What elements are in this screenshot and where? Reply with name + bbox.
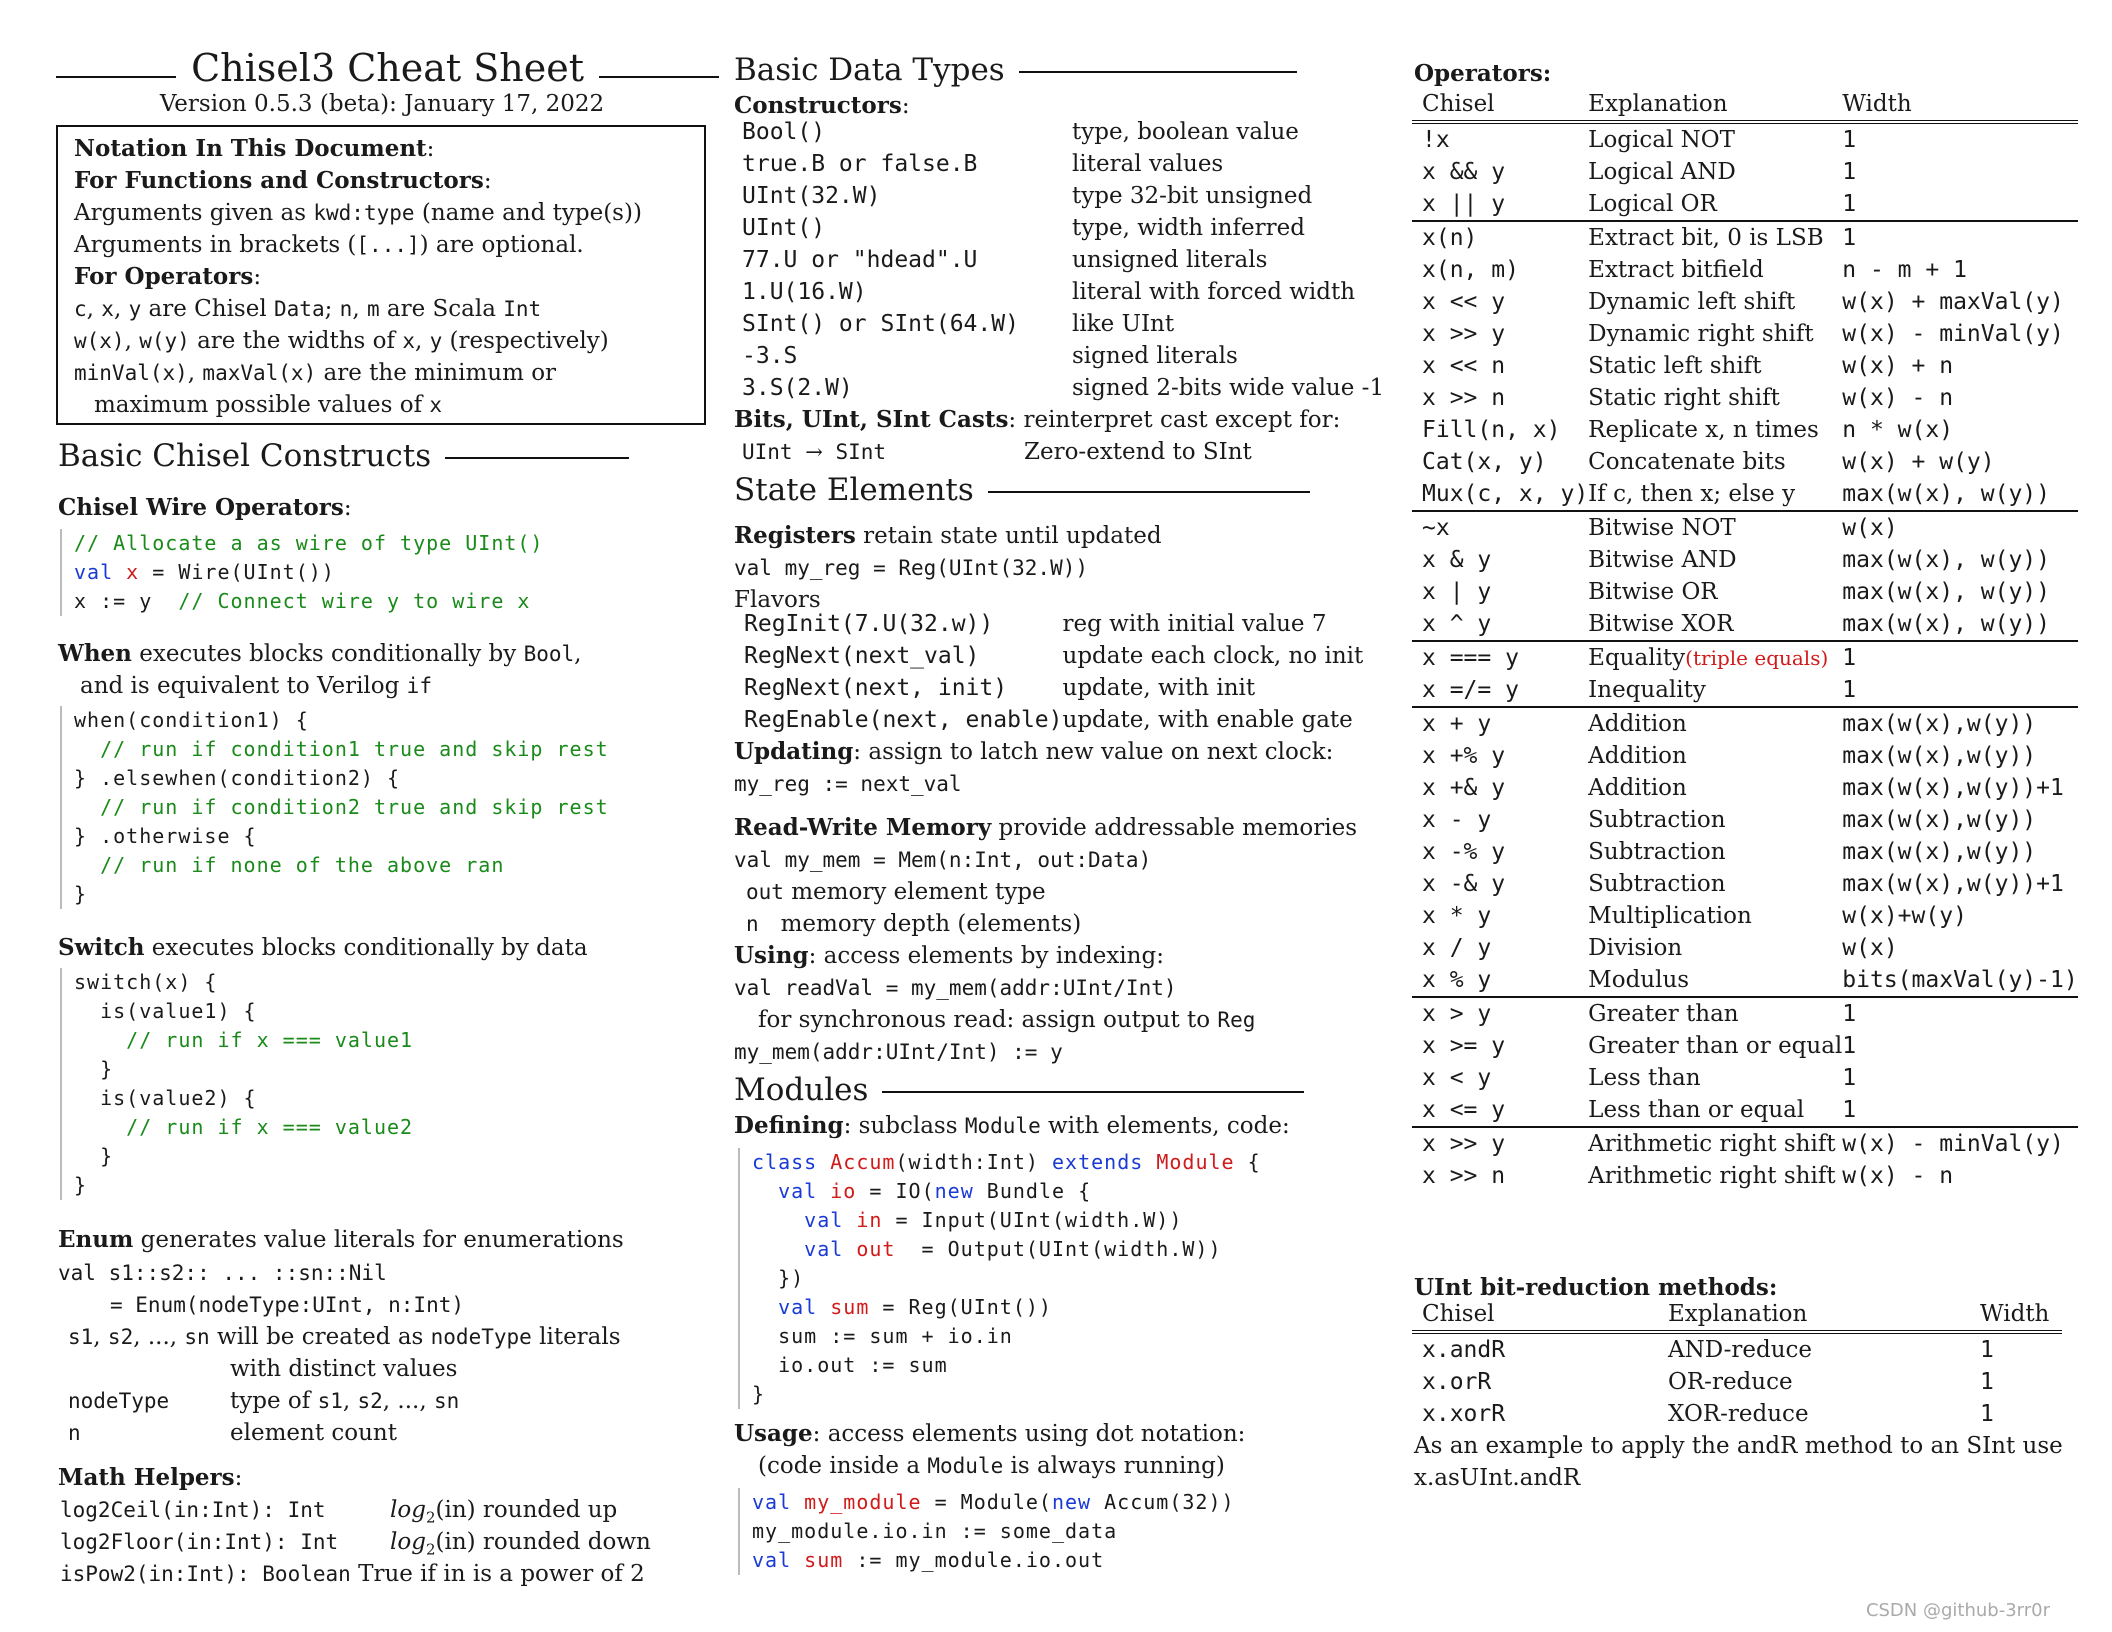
constructor-code: SInt() or SInt(64.W) (742, 311, 1019, 337)
flavor-desc: reg with initial value 7 (1062, 611, 1327, 637)
operator-row (1412, 900, 2078, 932)
operator-explanation (1588, 254, 1842, 286)
enum-row: n element count (68, 1420, 397, 1446)
operator-explanation (1588, 1127, 1842, 1160)
operator-width: w(x) (1842, 935, 1898, 961)
operator-chisel: x >> n (1422, 1163, 1506, 1189)
constructor-code: UInt(32.W) (742, 183, 881, 209)
reduction-width: 1 (1980, 1337, 1994, 1363)
operator-chisel: x < y (1422, 1065, 1492, 1091)
notation-line: maximum possible values of x (94, 392, 443, 418)
header-chisel: Chisel (1412, 88, 1588, 122)
enum-line-1: val s1::s2:: ... ::sn::Nil (58, 1261, 387, 1285)
operator-chisel: Mux(c, x, y) (1422, 481, 1589, 507)
operator-chisel: x / y (1422, 935, 1492, 961)
operator-width: 1 (1842, 677, 1857, 703)
operator-chisel: x +& y (1422, 775, 1506, 801)
operator-explanation (1588, 641, 1842, 674)
operator-explanation (1588, 964, 1842, 997)
operator-chisel: x(n) (1412, 221, 1588, 254)
operator-chisel: x - y (1422, 807, 1492, 833)
operator-width: max(w(x),w(y)) (1842, 707, 2077, 740)
operator-width: 1 (1842, 1065, 1857, 1091)
write-code: my_mem(addr:UInt/Int) := y (734, 1040, 1063, 1064)
operator-explanation (1588, 544, 1842, 576)
operator-width: 1 (1842, 191, 1857, 217)
operator-explanation (1588, 772, 1842, 804)
operator-width: n * w(x) (1842, 417, 1954, 443)
section-basic-constructs: Basic Chisel Constructs (58, 438, 629, 474)
operator-chisel: x =/= y (1422, 677, 1519, 703)
flavor-code: RegNext(next_val) (744, 643, 980, 669)
math-row: log2Ceil(in:Int): Int $\log_2(in)$ rounded up (60, 1497, 618, 1527)
usage-line-2: (code inside a Module is always running) (758, 1453, 1225, 1479)
memory-title-line: Read-Write Memory provide addressable memories (734, 814, 1358, 841)
cast-row: UInt → SInt Zero-extend to SInt (742, 439, 1252, 465)
operator-explanation-text: If c, then x; else y (1588, 481, 1796, 507)
operator-width: n - m + 1 (1842, 257, 1967, 283)
operator-width: max(w(x), w(y)) (1842, 547, 2051, 573)
operator-chisel: x << y (1422, 289, 1506, 315)
operator-explanation-text: Replicate x, n times (1588, 417, 1819, 443)
updating-line: Updating: assign to latch new value on next clock: (734, 738, 1334, 765)
memory-decl: val my_mem = Mem(n:Int, out:Data) (734, 848, 1152, 872)
operator-explanation-text: Greater than (1588, 1001, 1739, 1027)
operator-row (1412, 608, 2078, 641)
flavor-desc: update, with init (1062, 675, 1256, 701)
operator-row (1412, 997, 2078, 1030)
operator-row (1412, 221, 2078, 254)
operator-width: 1 (1842, 1097, 1857, 1123)
flavor-code: RegNext(next, init) (744, 675, 1008, 701)
operator-chisel: x(n, m) (1422, 257, 1519, 283)
watermark: CSDN @github-3rr0r (1865, 1600, 2050, 1621)
operator-explanation-text: Modulus (1588, 967, 1690, 993)
operator-explanation (1588, 804, 1842, 836)
flavor-code: RegEnable(next, enable) (744, 707, 1063, 733)
read-code: val readVal = my_mem(addr:UInt/Int) (734, 976, 1177, 1000)
constructors-table (742, 116, 1384, 404)
reduction-explanation: XOR-reduce (1668, 1401, 1809, 1427)
operator-row (1412, 964, 2078, 997)
operator-explanation (1588, 1062, 1842, 1094)
operator-explanation-text: Bitwise XOR (1588, 611, 1734, 637)
operator-explanation (1588, 932, 1842, 964)
header-width: Width (1980, 1298, 2062, 1332)
operator-width: w(x)+w(y) (1842, 903, 1967, 929)
operator-explanation-text: Subtraction (1588, 839, 1726, 865)
operator-width: w(x) (1842, 511, 2077, 544)
operator-explanation-text: Subtraction (1588, 871, 1726, 897)
constructor-row (742, 212, 1384, 244)
enum-intro: Enum generates value literals for enumerations (58, 1226, 624, 1253)
flavor-desc: update, with enable gate (1062, 707, 1353, 733)
constructor-code: 1.U(16.W) (742, 279, 867, 305)
operator-chisel: x +% y (1422, 743, 1506, 769)
header-explanation: Explanation (1668, 1298, 1980, 1332)
operator-note: (triple equals) (1685, 646, 1829, 670)
operator-chisel: x >= y (1422, 1033, 1506, 1059)
operator-explanation (1588, 122, 1842, 156)
constructor-row (742, 276, 1384, 308)
operator-row (1412, 188, 2078, 221)
operator-explanation (1588, 1030, 1842, 1062)
notation-box: Notation In This Document: For Functions and Constructors: Arguments given as kwd:type (name and type(s)) Arguments in brackets ([...]) are optional. For Operators: c, x, y are Chisel Data; n, m are Scala Int w(x), w(y) are the widths of x, y (respectively) minVal(x), maxVal(x) are the minimum or maximum possible values of x (56, 125, 706, 425)
registers-line: Registers retain state until updated (734, 522, 1162, 549)
operator-explanation (1588, 868, 1842, 900)
header-explanation: Explanation (1588, 88, 1842, 122)
constructors-label: Constructors: (734, 92, 910, 119)
operator-chisel: Fill(n, x) (1422, 417, 1561, 443)
updating-code: my_reg := next_val (734, 772, 962, 796)
header-width: Width (1842, 88, 2077, 122)
operator-explanation-text: Equality (1588, 645, 1686, 671)
flavor-desc: update each clock, no init (1062, 643, 1364, 669)
operator-explanation-text: Logical NOT (1588, 127, 1735, 153)
constructor-desc: type 32-bit unsigned (1072, 183, 1313, 209)
constructor-row (742, 148, 1384, 180)
constructor-desc: signed literals (1072, 343, 1238, 369)
operator-explanation (1588, 576, 1842, 608)
operator-explanation-text: Less than or equal (1588, 1097, 1805, 1123)
using-line: Using: access elements by indexing: (734, 942, 1164, 969)
version-line: Version 0.5.3 (beta): January 17, 2022 (159, 91, 605, 117)
constructor-desc: literal values (1072, 151, 1224, 177)
section-modules: Modules (734, 1072, 1304, 1108)
operator-explanation (1588, 608, 1842, 641)
memory-n-line: n memory depth (elements) (746, 911, 1082, 937)
operator-explanation-text: Arithmetic right shift (1588, 1163, 1836, 1189)
when-intro-2: and is equivalent to Verilog if (80, 673, 432, 699)
operator-width: max(w(x),w(y)) (1842, 743, 2037, 769)
constructor-desc: type, boolean value (1072, 119, 1299, 145)
header-chisel: Chisel (1412, 1298, 1668, 1332)
operator-row (1412, 674, 2078, 707)
wire-code-block: // Allocate a as wire of type UInt() val x = Wire(UInt()) x := y // Connect wire y to wire x (60, 529, 543, 616)
operator-width: 1 (1842, 641, 2077, 674)
operator-explanation-text: Addition (1588, 711, 1687, 737)
operator-explanation-text: Logical AND (1588, 159, 1736, 185)
math-row: log2Floor(in:Int): Int $\log_2(in)$ rounded down (60, 1529, 651, 1559)
operator-explanation-text: Bitwise NOT (1588, 515, 1736, 541)
operator-chisel: x || y (1422, 191, 1506, 217)
reduction-width: 1 (1980, 1369, 1994, 1395)
operator-explanation-text: Arithmetic right shift (1588, 1131, 1836, 1157)
operator-width: max(w(x), w(y)) (1842, 481, 2051, 507)
constructor-code: Bool() (742, 119, 826, 145)
operator-explanation (1588, 740, 1842, 772)
reg-code: val my_reg = Reg(UInt(32.W)) (734, 556, 1089, 580)
operator-chisel: x >> y (1422, 321, 1506, 347)
operator-chisel: x | y (1422, 579, 1492, 605)
notation-line: Arguments given as kwd:type (name and type(s)) (74, 200, 642, 226)
operator-explanation (1588, 674, 1842, 707)
operator-chisel: x & y (1422, 547, 1492, 573)
operator-row (1412, 772, 2078, 804)
operator-chisel: x ^ y (1422, 611, 1492, 637)
constructor-code: -3.S (742, 343, 798, 369)
operator-width: max(w(x),w(y))+1 (1842, 871, 2064, 897)
operator-explanation-text: Inequality (1588, 677, 1706, 703)
operator-row (1412, 511, 2078, 544)
constructor-code: true.B or false.B (742, 151, 978, 177)
operator-row (1412, 707, 2078, 740)
operator-width: w(x) + maxVal(y) (1842, 289, 2064, 315)
operator-explanation (1588, 318, 1842, 350)
operator-chisel: x % y (1422, 967, 1492, 993)
reduction-explanation: OR-reduce (1668, 1369, 1793, 1395)
constructor-row (742, 244, 1384, 276)
operator-row (1412, 868, 2078, 900)
operator-row (1412, 1160, 2078, 1192)
operator-explanation (1588, 997, 1842, 1030)
flavor-row (744, 704, 1363, 736)
reduction-row (1412, 1398, 2062, 1430)
operator-chisel: x && y (1422, 159, 1506, 185)
flavor-row (744, 608, 1363, 640)
when-intro: When executes blocks conditionally by Bool, (58, 640, 582, 667)
reduction-note-2: x.asUInt.andR (1414, 1465, 1581, 1491)
operator-chisel: !x (1422, 127, 1450, 153)
operator-explanation (1588, 382, 1842, 414)
operator-width: bits(maxVal(y)-1) (1842, 967, 2078, 993)
operator-explanation-text: Subtraction (1588, 807, 1726, 833)
operator-row (1412, 446, 2078, 478)
operators-header-row (1412, 88, 2078, 122)
operator-explanation (1588, 1160, 1842, 1192)
operator-row (1412, 286, 2078, 318)
enum-line-2: = Enum(nodeType:UInt, n:Int) (110, 1293, 465, 1317)
constructor-code: UInt() (742, 215, 826, 241)
operator-row (1412, 1094, 2078, 1127)
constructor-row (742, 116, 1384, 148)
math-row: isPow2(in:Int): Boolean True if in is a power of 2 (60, 1561, 645, 1587)
operator-row (1412, 318, 2078, 350)
operators-title: Operators: (1414, 60, 1552, 87)
operator-row (1412, 641, 2078, 674)
reduction-chisel: x.orR (1422, 1369, 1492, 1395)
operator-row (1412, 740, 2078, 772)
operator-row (1412, 1030, 2078, 1062)
reduction-width: 1 (1980, 1401, 1994, 1427)
operator-chisel: x -% y (1422, 839, 1506, 865)
operator-row (1412, 576, 2078, 608)
operator-explanation-text: Multiplication (1588, 903, 1752, 929)
math-helpers-label: Math Helpers: (58, 1464, 243, 1491)
operator-explanation-text: Concatenate bits (1588, 449, 1786, 475)
operator-chisel: x <= y (1422, 1097, 1506, 1123)
operator-explanation-text: Dynamic left shift (1588, 289, 1796, 315)
operator-explanation (1588, 1094, 1842, 1127)
memory-out-line: out memory element type (746, 879, 1046, 905)
notation-line: c, x, y are Chisel Data; n, m are Scala Int (74, 296, 542, 322)
operator-row (1412, 254, 2078, 286)
constructor-code: 77.U or "hdead".U (742, 247, 978, 273)
constructor-desc: literal with forced width (1072, 279, 1356, 305)
operator-explanation-text: Extract bitfield (1588, 257, 1764, 283)
operator-width: 1 (1842, 159, 1857, 185)
enum-line-3: s1, s2, ..., sn will be created as nodeType literals (68, 1324, 621, 1350)
operator-explanation (1588, 286, 1842, 318)
operator-explanation-text: Addition (1588, 775, 1687, 801)
flavor-row (744, 672, 1363, 704)
constructor-code: 3.S(2.W) (742, 375, 853, 401)
operator-row (1412, 350, 2078, 382)
operator-chisel: x -& y (1422, 871, 1506, 897)
usage-code-block: val my_module = Module(new Accum(32)) my_module.io.in := some_data val sum := my_module.io.out (738, 1488, 1235, 1575)
section-state-elements: State Elements (734, 472, 1310, 508)
defining-line: Defining: subclass Module with elements, code: (734, 1112, 1290, 1139)
operator-explanation (1588, 900, 1842, 932)
operator-row (1412, 382, 2078, 414)
operator-width: w(x) - minVal(y) (1842, 321, 2064, 347)
operator-width: w(x) - n (1842, 385, 1954, 411)
operator-explanation-text: Bitwise AND (1588, 547, 1737, 573)
flavor-row (744, 640, 1363, 672)
operator-row (1412, 1062, 2078, 1094)
operator-width: 1 (1842, 127, 1857, 153)
operator-chisel: x << n (1422, 353, 1506, 379)
operator-width: 1 (1842, 997, 2077, 1030)
operator-explanation-text: Addition (1588, 743, 1687, 769)
operator-explanation-text: Extract bit, 0 is LSB (1588, 225, 1824, 251)
operator-chisel: x + y (1412, 707, 1588, 740)
operator-width: max(w(x), w(y)) (1842, 611, 2051, 637)
flavors-table (744, 608, 1363, 736)
reduction-chisel: x.xorR (1422, 1401, 1506, 1427)
operator-width: w(x) - n (1842, 1163, 1954, 1189)
operator-explanation (1588, 188, 1842, 221)
operator-explanation-text: Division (1588, 935, 1683, 961)
casts-line: Bits, UInt, SInt Casts: reinterpret cast except for: (734, 406, 1341, 433)
section-basic-data-types: Basic Data Types (734, 52, 1297, 88)
constructor-desc: type, width inferred (1072, 215, 1305, 241)
reduction-table (1412, 1298, 2062, 1430)
operator-explanation-text: Greater than or equal (1588, 1033, 1843, 1059)
switch-intro: Switch executes blocks conditionally by data (58, 934, 588, 961)
wire-operators-label: Chisel Wire Operators: (58, 494, 352, 521)
constructor-row (742, 372, 1384, 404)
operator-chisel: x * y (1422, 903, 1492, 929)
operator-explanation-text: Bitwise OR (1588, 579, 1718, 605)
operator-row (1412, 478, 2078, 511)
operator-explanation-text: Static right shift (1588, 385, 1780, 411)
operator-explanation-text: Dynamic right shift (1588, 321, 1814, 347)
operator-width: w(x) + w(y) (1842, 449, 1995, 475)
reduction-title: UInt bit-reduction methods: (1414, 1274, 1778, 1301)
reduction-note: As an example to apply the andR method to an SInt use (1414, 1433, 2063, 1459)
operator-row (1412, 156, 2078, 188)
operator-explanation (1588, 221, 1842, 254)
operator-explanation (1588, 414, 1842, 446)
notation-line: minVal(x), maxVal(x) are the minimum or (74, 360, 557, 386)
operators-table (1412, 88, 2078, 1192)
operator-width: max(w(x),w(y)) (1842, 807, 2037, 833)
operator-explanation (1588, 350, 1842, 382)
operator-row (1412, 932, 2078, 964)
operator-row (1412, 804, 2078, 836)
module-code-block: class Accum(width:Int) extends Module { val io = IO(new Bundle { val in = Input(UInt(width.W)) val out = Output(UInt(width.W)) }) val sum = Reg(UInt()) sum := sum + io.in io.out := sum } (738, 1148, 1261, 1409)
flavor-code: RegInit(7.U(32.w)) (744, 611, 994, 637)
switch-code-block: switch(x) { is(value1) { // run if x === value1 } is(value2) { // run if x === value2 } } (60, 968, 413, 1200)
operator-chisel: Cat(x, y) (1422, 449, 1547, 475)
operator-explanation (1588, 446, 1842, 478)
operator-row (1412, 414, 2078, 446)
operator-width: max(w(x),w(y)) (1842, 839, 2037, 865)
notation-line: w(x), w(y) are the widths of x, y (respectively) (74, 328, 609, 354)
constructor-row (742, 340, 1384, 372)
operator-row (1412, 1127, 2078, 1160)
enum-row: nodeType type of s1, s2, ..., sn (68, 1388, 460, 1414)
reduction-row (1412, 1332, 2062, 1366)
operator-width: max(w(x),w(y))+1 (1842, 775, 2064, 801)
operator-row (1412, 544, 2078, 576)
operator-chisel: ~x (1412, 511, 1588, 544)
enum-line-4: with distinct values (230, 1356, 458, 1382)
operator-width: 1 (1842, 1033, 1857, 1059)
operator-chisel: x >> y (1412, 1127, 1588, 1160)
operator-explanation (1588, 836, 1842, 868)
constructor-desc: unsigned literals (1072, 247, 1268, 273)
operator-width: w(x) - minVal(y) (1842, 1127, 2077, 1160)
operator-explanation (1588, 707, 1842, 740)
usage-line: Usage: access elements using dot notation: (734, 1420, 1246, 1447)
constructor-desc: signed 2-bits wide value -1 (1072, 375, 1385, 401)
reduction-header-row (1412, 1298, 2062, 1332)
operator-row (1412, 122, 2078, 156)
reduction-explanation: AND-reduce (1668, 1337, 1813, 1363)
notation-line: Arguments in brackets ([...]) are optional. (74, 232, 584, 258)
notation-title: Notation In This Document (74, 135, 427, 162)
operator-width: 1 (1842, 221, 2077, 254)
operator-width: max(w(x), w(y)) (1842, 579, 2051, 605)
operator-width: w(x) + n (1842, 353, 1954, 379)
read-note: for synchronous read: assign output to Reg (758, 1007, 1256, 1033)
operator-chisel: x === y (1412, 641, 1588, 674)
constructor-row (742, 180, 1384, 212)
sheet-title: Chisel3 Cheat Sheet (56, 46, 708, 90)
when-code-block: when(condition1) { // run if condition1 true and skip rest } .elsewhen(condition2) { // run if condition2 true and skip rest } .otherwise { // run if none of the above ran } (60, 706, 609, 909)
constructor-row (742, 308, 1384, 340)
operator-explanation-text: Logical OR (1588, 191, 1717, 217)
flavors-label: Flavors (734, 587, 821, 613)
operator-chisel: x > y (1412, 997, 1588, 1030)
operator-explanation (1588, 478, 1842, 511)
operator-explanation (1588, 511, 1842, 544)
operator-row (1412, 836, 2078, 868)
operator-chisel: x >> n (1422, 385, 1506, 411)
operator-explanation-text: Static left shift (1588, 353, 1762, 379)
constructor-desc: like UInt (1072, 311, 1175, 337)
operator-explanation (1588, 156, 1842, 188)
operator-explanation-text: Less than (1588, 1065, 1701, 1091)
reduction-row (1412, 1366, 2062, 1398)
reduction-chisel: x.andR (1422, 1337, 1506, 1363)
